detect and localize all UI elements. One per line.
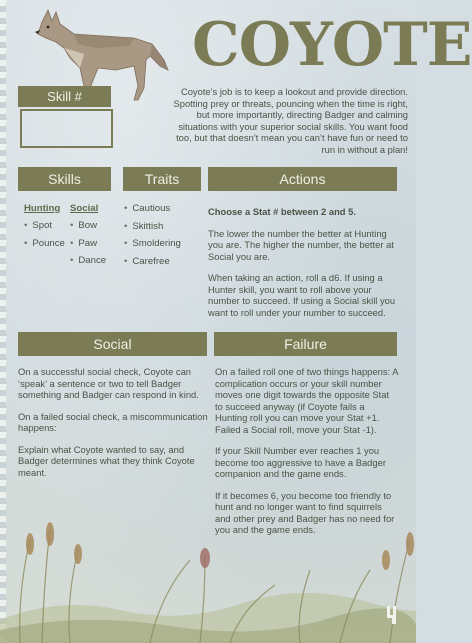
failure-paragraph: On a failed roll one of two things happens: A complication occurs or your skill number moves one digit towards the opposite Stat to succeed anyway (if Coyote fails a Hunting roll you can move your Stat +1. Failed a Social roll, move your Stat -1). — [215, 366, 398, 435]
intro-text: Coyote’s job is to keep a lookout and provide direction. Spotting prey or threats, pouncing when the time is right, but more importantly, directing Badger and calming situations with your superior social skills. You want food too, but that doesn’t mean you can’t have fun or need to run in without a plan! — [173, 86, 408, 155]
social-header: Social — [18, 332, 207, 356]
actions-text — [208, 206, 398, 328]
social-heading: Social — [70, 203, 99, 214]
traits-header: Traits — [123, 167, 201, 191]
skill-item: • Dance — [70, 255, 106, 266]
skill-number-label: Skill # — [18, 86, 111, 107]
skill-number-box — [20, 109, 113, 148]
social-paragraph: On a successful social check, Coyote can ‘speak’ a sentence or two to tell Badger something and Badger can respond in kind. — [18, 366, 199, 400]
social-paragraph: Explain what Coyote wanted to say, and Badger determines what they think Coyote meant. — [18, 443, 195, 478]
wild-logo-icon — [384, 604, 400, 626]
trait-item: • Cautious — [124, 203, 181, 214]
actions-lead: Choose a Stat # between 2 and 5. — [208, 206, 356, 217]
meadow-grass-illustration — [0, 500, 416, 643]
failure-paragraph: If your Skill Number ever reaches 1 you become too aggressive to have a Badger companion and the game ends. — [215, 445, 386, 479]
trait-item: • Carefree — [124, 256, 181, 267]
page-title: COYOTE — [192, 10, 472, 80]
trait-item: • Smoldering — [124, 238, 181, 249]
failure-paragraph: If it becomes 6, you become too friendly to hunt and no longer want to find squirrels and other prey and Badger has no need for you and the game ends. — [215, 489, 395, 535]
social-paragraph: On a failed social check, a miscommunication happens: — [18, 410, 208, 433]
traits-list — [124, 203, 181, 273]
hunting-skills-column — [24, 203, 65, 255]
failure-header: Failure — [214, 332, 397, 356]
skill-item: • Paw — [70, 238, 106, 249]
hunting-heading: Hunting — [24, 203, 61, 214]
skill-item: • Pounce — [24, 238, 65, 249]
skill-item: • Bow — [70, 220, 106, 231]
skill-item: • Spot — [24, 220, 65, 231]
actions-paragraph: The lower the number the better at Hunting you are. The higher the number, the better at Social you are. — [208, 227, 394, 262]
actions-header: Actions — [208, 167, 397, 191]
actions-paragraph: When taking an action, roll a d6. If using a Hunter skill, you want to roll above your number to succeed. If using a Social skill you want to roll under your number to succeed. — [208, 272, 396, 318]
social-skills-column — [70, 203, 106, 273]
social-text — [18, 366, 208, 488]
trait-item: • Skittish — [124, 221, 181, 232]
skills-header: Skills — [18, 167, 111, 191]
